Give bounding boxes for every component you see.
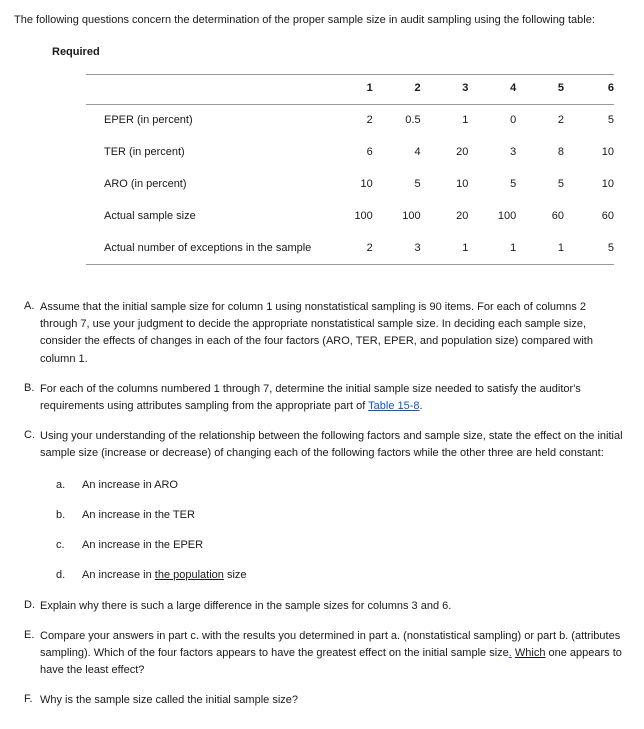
table-row bbox=[86, 233, 614, 265]
row-label-ter: TER (in percent) bbox=[104, 145, 185, 158]
question-text-c: Using your understanding of the relationship between the following factors and sample size, state the effect on the initial sample size (increase or decrease) of changing each of the following factors while the other three are held constant: bbox=[40, 429, 623, 459]
table-header-col-1: 1 bbox=[366, 82, 373, 95]
table-row bbox=[86, 105, 614, 137]
cell-aro-3: 10 bbox=[456, 177, 469, 190]
table-row bbox=[86, 169, 614, 201]
cell-eper-2: 0.5 bbox=[405, 114, 421, 127]
cell-ter-1: 6 bbox=[366, 145, 373, 158]
cell-ass-5: 60 bbox=[551, 209, 564, 222]
subitem-d-after: size bbox=[223, 568, 247, 581]
question-text-e bbox=[40, 628, 630, 679]
row-label-aro: ARO (in percent) bbox=[104, 177, 187, 190]
cell-aro-1: 10 bbox=[360, 177, 373, 190]
cell-aro-5: 5 bbox=[557, 177, 564, 190]
subitem-d bbox=[56, 568, 630, 584]
question-marker-e: E. bbox=[24, 628, 35, 641]
question-marker-d: D. bbox=[24, 598, 35, 611]
cell-eper-6: 5 bbox=[607, 114, 614, 127]
question-item-c bbox=[14, 428, 630, 462]
cell-eper-1: 2 bbox=[366, 114, 373, 127]
cell-exc-5: 1 bbox=[557, 241, 564, 254]
subitem-c bbox=[56, 538, 630, 554]
cell-aro-4: 5 bbox=[510, 177, 517, 190]
subitem-text-c: An increase in the EPER bbox=[82, 538, 204, 551]
table-header-col-6: 6 bbox=[607, 82, 614, 95]
table-body bbox=[86, 105, 614, 265]
row-label-actual-sample-size: Actual sample size bbox=[104, 209, 196, 222]
table-head bbox=[86, 75, 614, 105]
cell-eper-5: 2 bbox=[557, 114, 564, 127]
required-heading: Required bbox=[52, 45, 100, 58]
subitem-d-underlined: the population bbox=[154, 568, 224, 581]
question-marker-a: A. bbox=[24, 300, 35, 313]
subitem-marker-c: c. bbox=[56, 538, 65, 551]
question-text-a: Assume that the initial sample size for column 1 using nonstatistical sampling is 90 items. For each of columns 2 through 7, use your judgment to decide the appropriate nonstatistical sample size. In deciding each sample size, consider the effects of changes in each of the four factors (ARO, TER, EPER, and population size) compared with column 1. bbox=[40, 301, 593, 365]
question-e-link[interactable]: . bbox=[508, 646, 512, 659]
subitem-text-d bbox=[82, 568, 247, 584]
question-e-before: Compare your answers in part c. with the results you determined in part a. (nonstatistical sampling) or part b. (attributes sampling). Which of the four factors appears to have the greatest effect on the initial sample size bbox=[40, 629, 621, 659]
cell-ass-3: 20 bbox=[456, 209, 469, 222]
cell-ass-1: 100 bbox=[354, 209, 373, 222]
cell-ter-3: 20 bbox=[456, 145, 469, 158]
cell-eper-4: 0 bbox=[510, 114, 517, 127]
subitem-marker-b: b. bbox=[56, 508, 66, 521]
question-marker-f: F. bbox=[24, 692, 33, 705]
sample-size-table bbox=[86, 74, 614, 265]
cell-ass-4: 100 bbox=[497, 209, 517, 222]
question-list bbox=[14, 299, 630, 708]
table-header-col-4: 4 bbox=[510, 82, 517, 95]
question-text-d: Explain why there is such a large difference in the sample sizes for columns 3 and 6. bbox=[40, 599, 452, 612]
question-item-e bbox=[14, 628, 630, 679]
table-header-col-5: 5 bbox=[557, 82, 564, 95]
subitem-marker-d: d. bbox=[56, 568, 66, 581]
table-header-col-2: 2 bbox=[414, 82, 421, 95]
cell-exc-6: 5 bbox=[607, 241, 614, 254]
question-b-text-after: . bbox=[419, 399, 423, 412]
row-label-eper: EPER (in percent) bbox=[104, 114, 193, 127]
row-label-actual-exceptions: Actual number of exceptions in the sample bbox=[104, 241, 312, 254]
question-e-after: one appears to have the least effect? bbox=[40, 646, 622, 676]
table-header-blank bbox=[86, 75, 325, 105]
cell-ass-2: 100 bbox=[402, 209, 421, 222]
question-e-underlined: Which bbox=[514, 646, 546, 659]
question-item-f bbox=[14, 692, 630, 709]
question-item-b bbox=[14, 381, 630, 415]
cell-eper-3: 1 bbox=[462, 114, 469, 127]
cell-exc-2: 3 bbox=[414, 241, 421, 254]
table-row bbox=[86, 137, 614, 169]
subitem-b bbox=[56, 508, 630, 524]
question-b-text-before: For each of the columns numbered 1 through 7, determine the initial sample size needed to satisfy the auditor's requirements using attributes sampling from the appropriate part of bbox=[40, 382, 581, 412]
sample-size-table-wrapper bbox=[86, 74, 614, 265]
subitem-d-before: An increase in bbox=[82, 568, 155, 581]
question-marker-b: B. bbox=[24, 381, 35, 394]
table-header-col-3: 3 bbox=[462, 82, 469, 95]
cell-ass-6: 60 bbox=[601, 209, 614, 222]
cell-exc-4: 1 bbox=[510, 241, 517, 254]
subitem-text-a: An increase in ARO bbox=[82, 478, 178, 491]
subitem-a bbox=[56, 478, 630, 494]
cell-exc-3: 1 bbox=[462, 241, 469, 254]
cell-ter-4: 3 bbox=[510, 145, 517, 158]
cell-exc-1: 2 bbox=[366, 241, 373, 254]
intro-paragraph: The following questions concern the determination of the proper sample size in audit sampling using the following table: bbox=[14, 14, 595, 26]
question-marker-c: C. bbox=[24, 428, 35, 441]
table-header-row bbox=[86, 75, 614, 105]
question-text-b bbox=[40, 381, 630, 415]
question-c-subitems bbox=[56, 478, 630, 584]
cell-ter-2: 4 bbox=[414, 145, 421, 158]
subitem-text-b: An increase in the TER bbox=[82, 508, 195, 521]
cell-aro-2: 5 bbox=[414, 177, 421, 190]
subitem-marker-a: a. bbox=[56, 478, 66, 491]
cell-ter-6: 10 bbox=[601, 145, 614, 158]
table-15-8-link[interactable]: Table 15-8 bbox=[368, 399, 420, 412]
question-text-f: Why is the sample size called the initial sample size? bbox=[40, 693, 299, 706]
cell-ter-5: 8 bbox=[557, 145, 564, 158]
question-item-d bbox=[14, 598, 630, 615]
table-row bbox=[86, 201, 614, 233]
question-item-a bbox=[14, 299, 630, 367]
cell-aro-6: 10 bbox=[601, 177, 614, 190]
